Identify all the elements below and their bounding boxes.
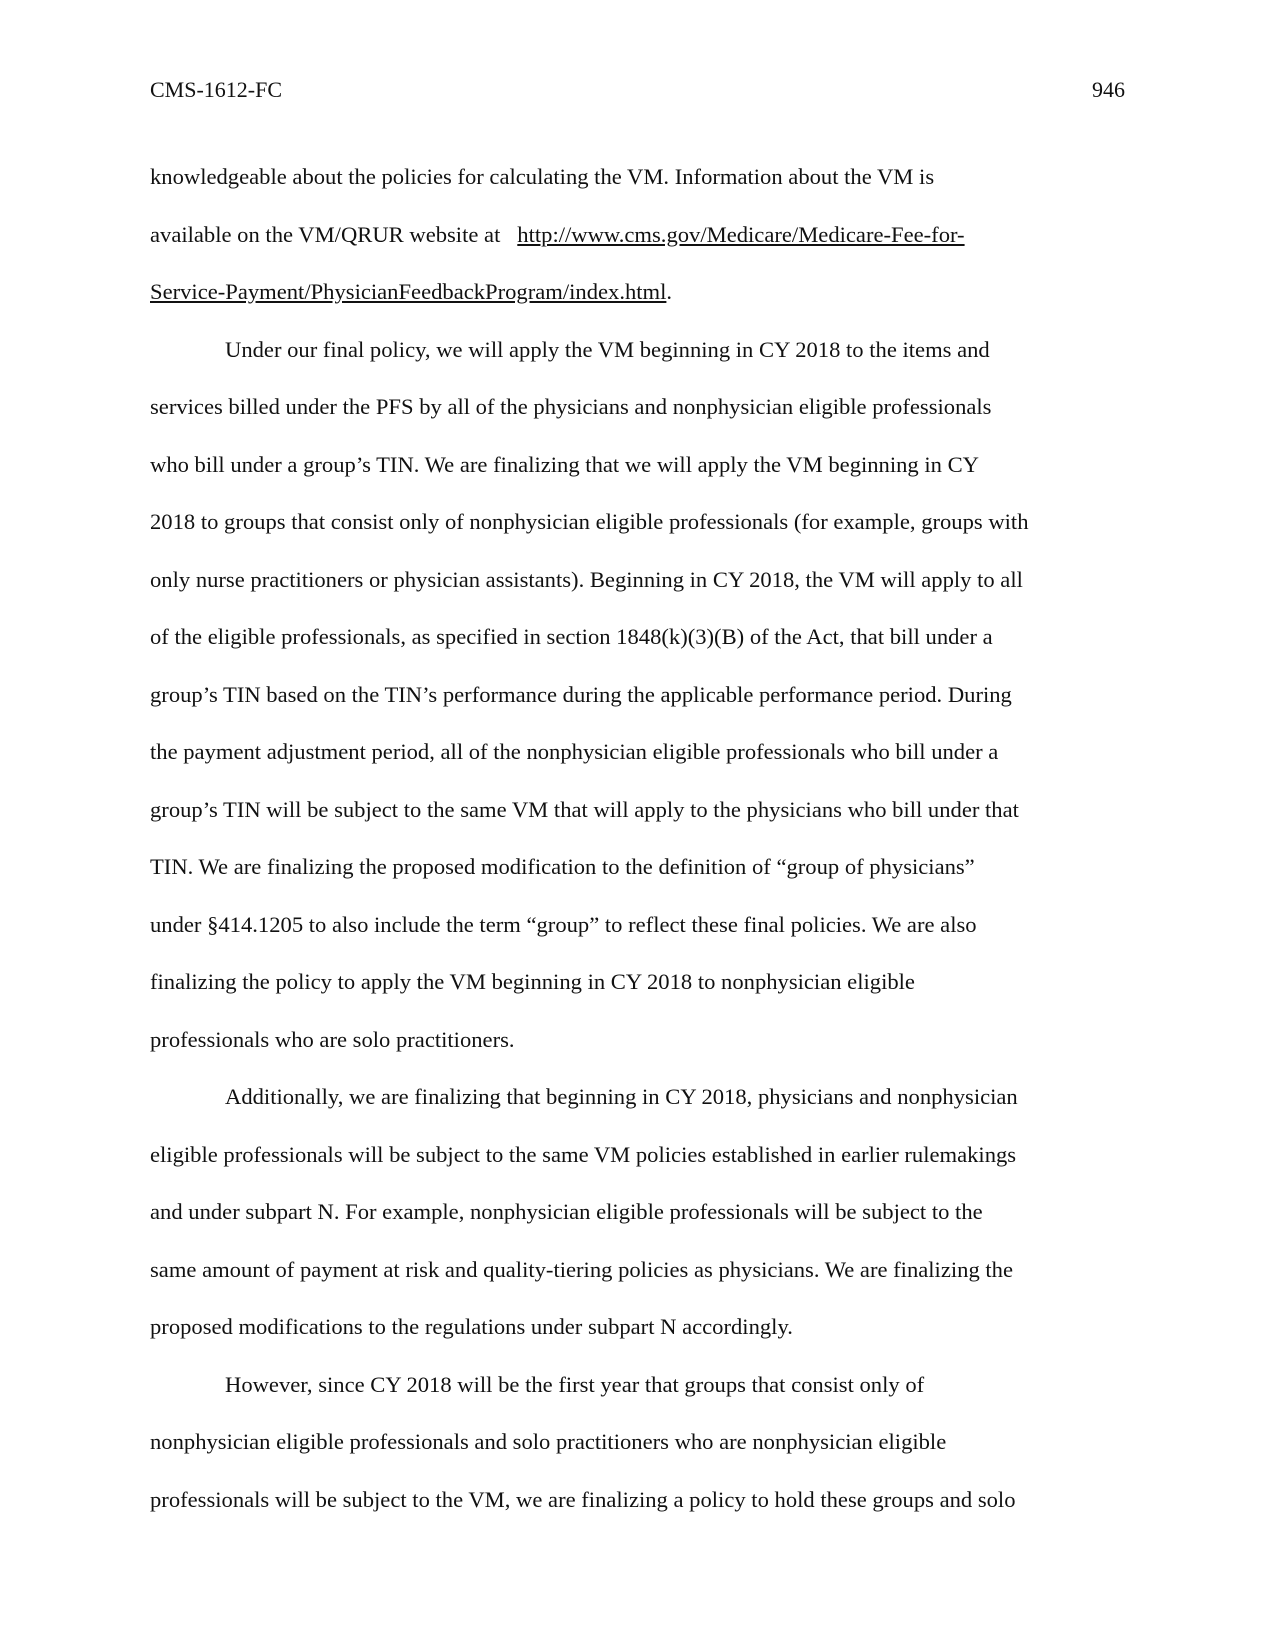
text-line: TIN. We are finalizing the proposed modification to the definition of “group of physicians” — [150, 854, 975, 879]
website-link-continued[interactable]: Service-Payment/PhysicianFeedbackProgram/index.html — [150, 279, 667, 304]
text-line: group’s TIN will be subject to the same VM that will apply to the physicians who bill under that — [150, 796, 1019, 822]
text-line: proposed modifications to the regulations under subpart N accordingly. — [150, 1314, 793, 1339]
text-line: knowledgeable about the policies for calculating the VM. Information about the VM is — [150, 164, 935, 189]
text-line: who bill under a group’s TIN. We are finalizing that we will apply the VM beginning in CY — [150, 451, 979, 477]
website-link[interactable]: http://www.cms.gov/Medicare/Medicare-Fee-for- — [517, 221, 965, 247]
text-line: professionals will be subject to the VM, we are finalizing a policy to hold these groups and solo — [150, 1486, 1016, 1512]
text-line: eligible professionals will be subject to the same VM policies established in earlier rulemakings — [150, 1141, 1017, 1167]
text-line: finalizing the policy to apply the VM beginning in CY 2018 to nonphysician eligible — [150, 969, 915, 994]
text-line: nonphysician eligible professionals and solo practitioners who are nonphysician eligible — [150, 1429, 947, 1454]
text-line — [150, 206, 1130, 264]
text-line: and under subpart N. For example, nonphysician eligible professionals will be subject to the — [150, 1199, 983, 1224]
text-line: professionals who are solo practitioners. — [150, 1026, 515, 1052]
text-fragment: . — [666, 279, 673, 304]
text-line: of the eligible professionals, as specified in section 1848(k)(3)(B) of the Act, that bill under a — [150, 624, 993, 649]
paragraph-first-line: Additionally, we are finalizing that beginning in CY 2018, physicians and nonphysician — [225, 1084, 1018, 1109]
text-line: only nurse practitioners or physician assistants). Beginning in CY 2018, the VM will apply to all — [150, 566, 1023, 592]
text-line: 2018 to groups that consist only of nonphysician eligible professionals (for example, groups with — [150, 509, 1029, 534]
document-id: CMS-1612-FC — [150, 77, 283, 102]
text-line: the payment adjustment period, all of the nonphysician eligible professionals who bill under a — [150, 739, 999, 764]
text-line — [150, 263, 1130, 321]
body-text — [150, 148, 1130, 1528]
page-number: 946 — [1092, 77, 1125, 102]
text-fragment: available on the VM/QRUR website at — [150, 221, 518, 247]
text-line: group’s TIN based on the TIN’s performance during the applicable performance period. During — [150, 681, 1012, 707]
paragraph-first-line: However, since CY 2018 will be the first year that groups that consist only of — [225, 1371, 925, 1397]
text-line: under §414.1205 to also include the term “group” to reflect these final policies. We are also — [150, 911, 977, 937]
text-line: same amount of payment at risk and quality-tiering policies as physicians. We are finalizing the — [150, 1256, 1013, 1282]
paragraph-first-line: Under our final policy, we will apply the VM beginning in CY 2018 to the items and — [225, 336, 990, 362]
text-line: services billed under the PFS by all of the physicians and nonphysician eligible professionals — [150, 394, 992, 419]
